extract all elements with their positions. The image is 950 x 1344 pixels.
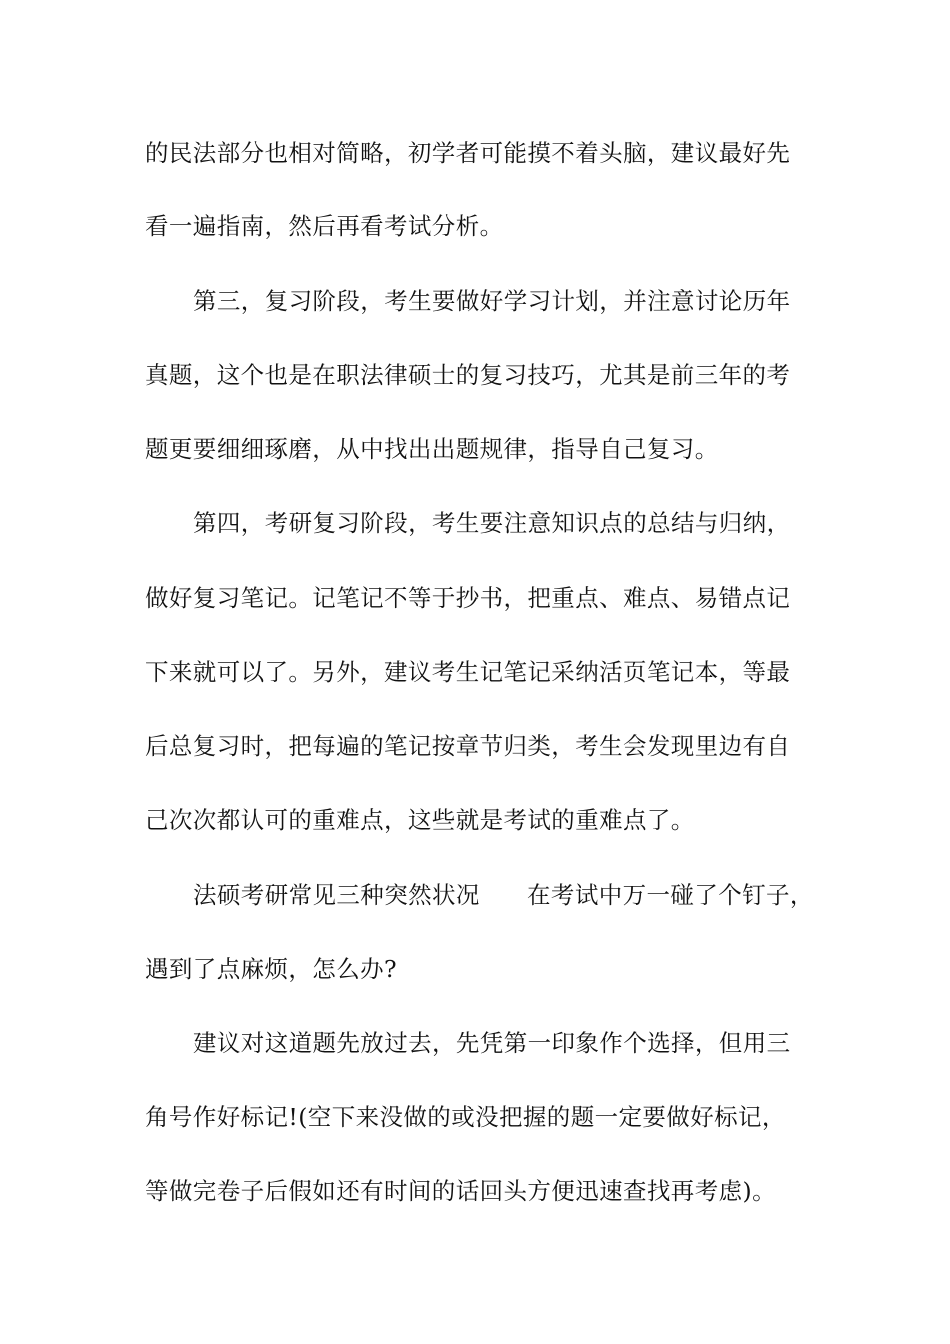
text-line: 等做完卷子后假如还有时间的话回头方便迅速查找再考虑)。 <box>145 1177 776 1205</box>
text-line: 做好复习笔记。记笔记不等于抄书，把重点、难点、易错点记 <box>145 584 791 612</box>
text-line: 后总复习时，把每遍的笔记按章节归类，考生会发现里边有自 <box>145 732 791 760</box>
paragraph-first-line: 建议对这道题先放过去，先凭第一印象作个选择，但用三 <box>193 1029 791 1057</box>
text-line: 真题，这个也是在职法律硕士的复习技巧，尤其是前三年的考 <box>145 361 791 389</box>
text-line: 下来就可以了。另外，建议考生记笔记采纳活页笔记本，等最 <box>145 658 791 686</box>
text-line: 看一遍指南，然后再看考试分析。 <box>145 212 504 240</box>
paragraph-first-line: 法硕考研常见三种突然状况 在考试中万一碰了个钉子， <box>193 881 814 909</box>
text-line: 的民法部分也相对简略，初学者可能摸不着头脑，建议最好先 <box>145 139 791 167</box>
text-line: 题更要细细琢磨，从中找出出题规律，指导自己复习。 <box>145 435 719 463</box>
text-line: 遇到了点麻烦，怎么办? <box>145 955 397 983</box>
paragraph-first-line: 第三，复习阶段，考生要做好学习计划，并注意讨论历年 <box>193 287 791 315</box>
paragraph-first-line: 第四，考研复习阶段，考生要注意知识点的总结与归纳， <box>193 509 791 537</box>
text-line: 角号作好标记!(空下来没做的或没把握的题一定要做好标记， <box>145 1103 786 1131</box>
text-line: 己次次都认可的重难点，这些就是考试的重难点了。 <box>145 806 695 834</box>
